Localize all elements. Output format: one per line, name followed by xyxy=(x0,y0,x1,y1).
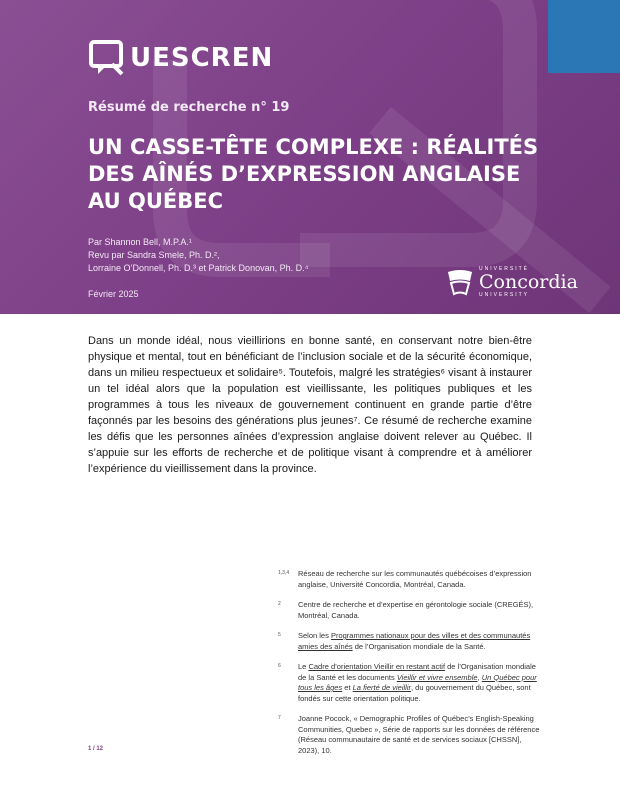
logo-text: UESCREN xyxy=(130,43,274,73)
footnote-number: 1,3,4 xyxy=(278,570,290,576)
university-label-top: UNIVERSITÉ xyxy=(479,266,530,272)
author-line: Revu par Sandra Smele, Ph. D.², xyxy=(88,250,220,260)
footnote-text-part: Le xyxy=(298,662,309,671)
footnote-link-text: La fierté de vieillir xyxy=(352,683,411,692)
footnote-text: Réseau de recherche sur les communautés québécoises d’expression anglaise, Université Concordia, Montréal, Canada. xyxy=(298,569,532,589)
footnote-number: 7 xyxy=(278,715,281,721)
footnote xyxy=(278,662,540,704)
footnote xyxy=(278,569,540,590)
footnote-text-part: , xyxy=(477,672,482,682)
footnote-text xyxy=(298,631,540,652)
footnote-text-part: et xyxy=(342,683,353,692)
footnote-text: Centre de recherche et d’expertise en gérontologie sociale (CREGÉS), Montréal, Canada. xyxy=(298,600,534,620)
author-list xyxy=(88,236,308,275)
publication-date: Février 2025 xyxy=(88,289,139,299)
footnote-link[interactable]: Programmes nationaux pour des villes et des communautés amies des aînés xyxy=(298,631,531,651)
concordia-logo xyxy=(445,262,595,302)
footnote-text-part: , du gouvernement du Québec, sont fondés sur cette orientation politique. xyxy=(298,683,531,703)
university-name: Concordia xyxy=(479,271,578,293)
footnote-link[interactable] xyxy=(397,673,478,682)
author-line: Lorraine O’Donnell, Ph. D.³ et Patrick Donovan, Ph. D.⁴ xyxy=(88,263,309,273)
footnote-link-text: Un Québec pour tous les âges xyxy=(298,672,537,692)
footnote-text xyxy=(298,662,540,704)
footnote-text-part: de l’Organisation mondiale de la Santé. xyxy=(352,641,486,651)
university-label-bottom: UNIVERSITY xyxy=(479,292,530,298)
footnote-link-text: Vieillir et vivre ensemble xyxy=(396,672,478,682)
speech-bubble-q-icon xyxy=(88,38,128,78)
footnote-number: 2 xyxy=(278,601,281,607)
footnotes xyxy=(278,569,540,766)
footnote-text-part: de l’Organisation mondiale de la Santé et les documents xyxy=(298,662,536,682)
header-banner xyxy=(0,0,620,314)
series-label: Résumé de recherche n° 19 xyxy=(88,100,290,115)
quescren-logo xyxy=(88,38,273,78)
footnote-number: 6 xyxy=(278,663,281,669)
footnote-link[interactable]: Cadre d’orientation Vieillir en restant actif xyxy=(308,662,446,671)
page-title: UN CASSE-TÊTE COMPLEXE : RÉALITÉS DES AÎNÉS D’EXPRESSION ANGLAISE AU QUÉBEC xyxy=(88,135,539,213)
footnote xyxy=(278,714,540,756)
author-line: Par Shannon Bell, M.P.A.¹ xyxy=(88,237,192,247)
footnote xyxy=(278,600,540,621)
footnote xyxy=(278,631,540,652)
accent-block xyxy=(548,0,620,73)
footnote-link[interactable] xyxy=(353,683,411,692)
page-number: 1 / 12 xyxy=(88,746,104,752)
intro-paragraph: Dans un monde idéal, nous vieillirions en bonne santé, en conservant notre bien-être physique et mental, tout en bénéficiant de l’inclusion sociale et de la sécurité économique, dans un milieu respectueux et solidaire⁵. Toutefois, malgré les stratégies⁶ visant à instaurer un tel idéal alors que la population est vieillissante, les politiques publiques et les programmes à tous les niveaux de gouvernement continuent en grande partie d’être façonnés par les besoins des générations plus jeunes⁷. Ce résumé de recherche examine les défis que les personnes aînées d’expression anglaise doivent relever au Québec. Il s’appuie sur les efforts de recherche et de politique visant à comprendre et à améliorer l’expérience du vieillissement dans la province. xyxy=(88,335,532,475)
concordia-emblem-icon xyxy=(445,267,475,297)
footnote-text: Joanne Pocock, « Demographic Profiles of Québec’s English-Speaking Communities, Quebec », Série de rapports sur les données de référence (Réseau communautaire de santé et de services sociaux [CHSSN], 2023), 10. xyxy=(298,714,540,755)
footnote-text-part: Selon les xyxy=(298,631,331,640)
footnote-number: 5 xyxy=(278,632,281,638)
